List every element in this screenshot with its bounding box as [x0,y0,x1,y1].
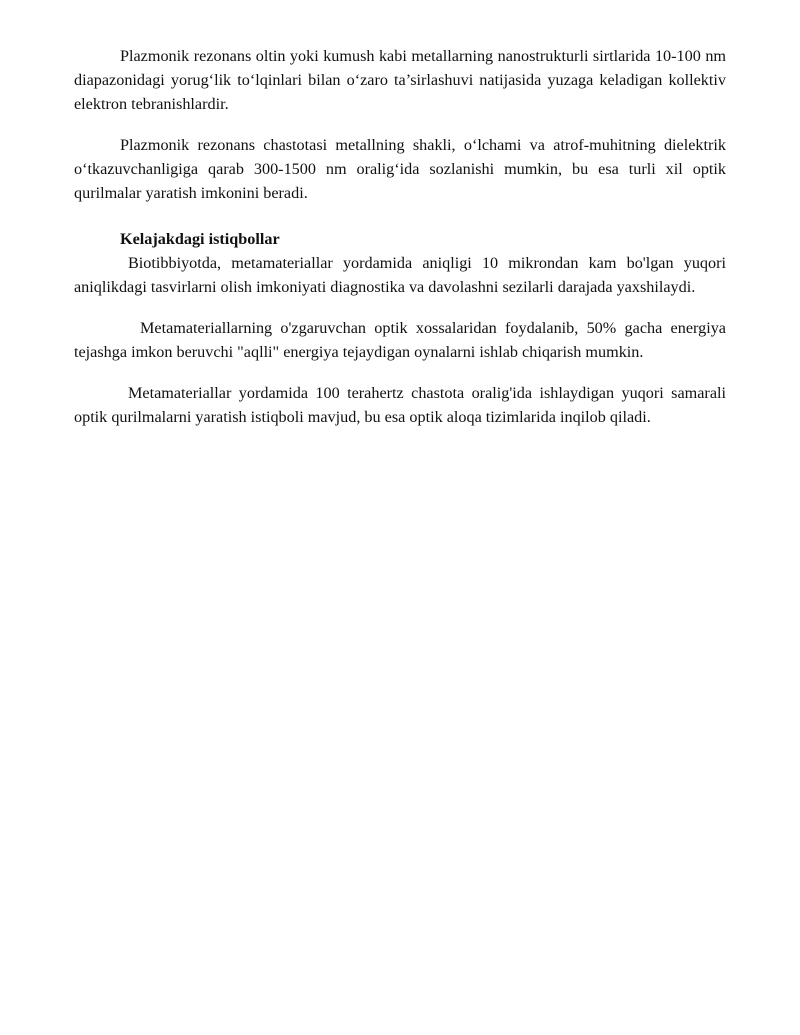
paragraph-plasmonic-resonance-frequency: Plazmonik rezonans chastotasi metallning shakli, o‘lchami va atrof-muhitning dielektrik o‘tkazuvchanligiga qarab 300-1500 nm oralig‘ida sozlanishi mumkin, bu esa turli xil optik qurilmalar yaratish imkonini beradi. [74,136,726,202]
document-page [74,44,726,429]
paragraph-terahertz-devices: Metamateriallar yordamida 100 terahertz chastota oralig'ida ishlaydigan yuqori samarali optik qurilmalarni yaratish istiqboli mavjud, bu esa optik aloqa tizimlarida inqilob qiladi. [74,384,726,426]
paragraph-plasmonic-resonance-definition: Plazmonik rezonans oltin yoki kumush kabi metallarning nanostrukturli sirtlarida 10-100 nm diapazonidagi yorug‘lik to‘lqinlari bilan o‘zaro ta’sirlashuvi natijasida yuzaga keladigan kollektiv elektron tebranishlardir. [74,47,726,113]
paragraph-biomedicine: Biotibbiyotda, metamateriallar yordamida aniqligi 10 mikrondan kam bo'lgan yuqori aniqlikdagi tasvirlarni olish imkoniyati diagnostika va davolashni sezilarli darajada yaxshilaydi. [74,254,726,296]
paragraph-smart-windows: Metamateriallarning o'zgaruvchan optik xossalaridan foydalanib, 50% gacha energiya tejashga imkon beruvchi "aqlli" energiya tejaydigan oynalarni ishlab chiqarish mumkin. [74,319,726,361]
section-heading: Kelajakdagi istiqbollar [120,230,280,248]
